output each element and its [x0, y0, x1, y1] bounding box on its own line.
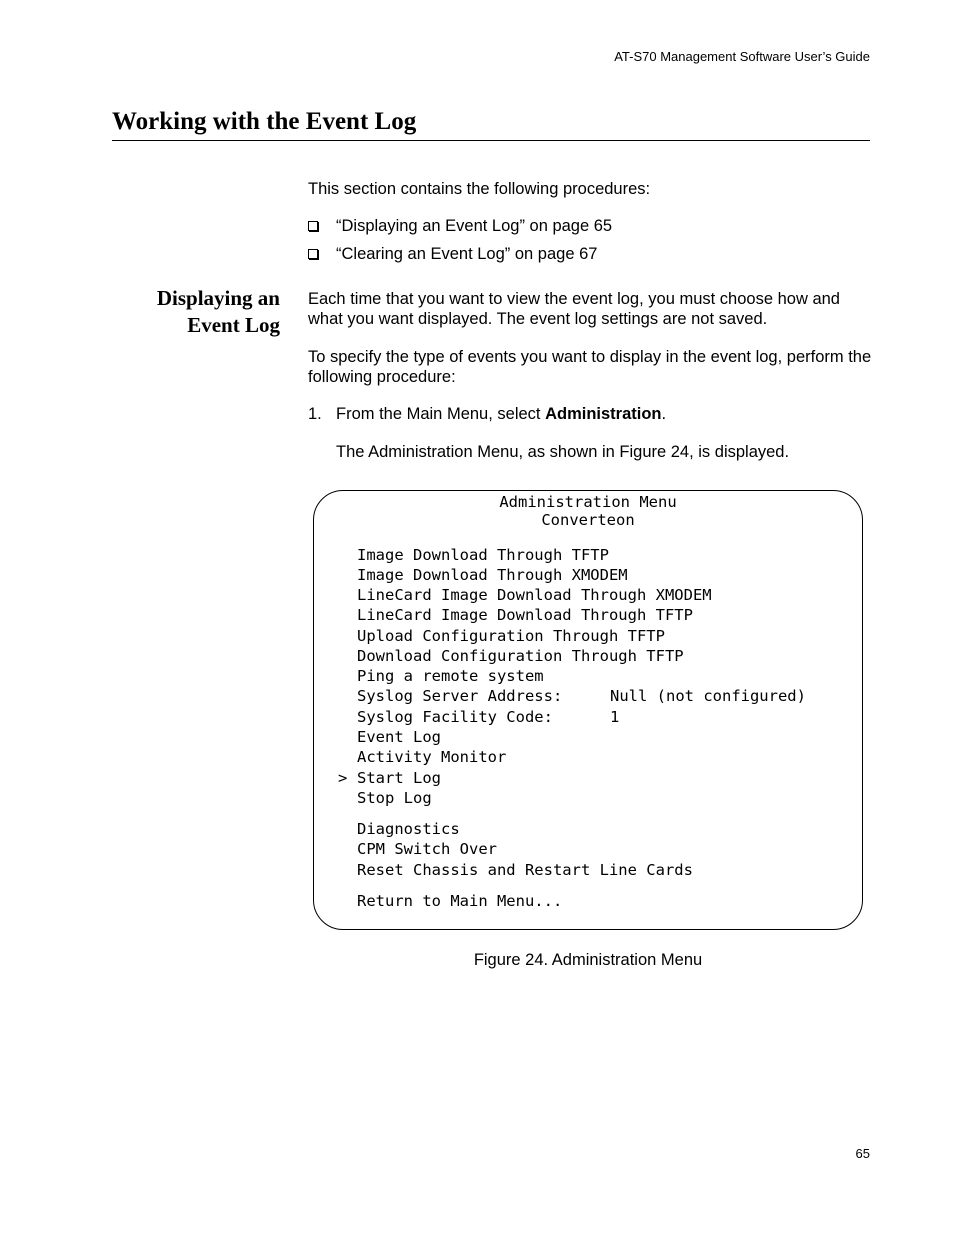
- syslog-facility-code-value: 1: [610, 708, 620, 726]
- page-number: 65: [855, 1146, 870, 1161]
- subsection-heading: [112, 285, 280, 339]
- step-number: 1.: [308, 405, 322, 423]
- intro-text: This section contains the following procedures:: [308, 180, 651, 198]
- step-result-text: The Administration Menu, as shown in Figure 24, is displayed.: [336, 443, 790, 461]
- menu-title: Administration Menu: [499, 493, 677, 511]
- menu-item-start-log: Start Log: [357, 769, 441, 787]
- section-title: Working with the Event Log: [112, 108, 417, 135]
- procedure-link-text: “Clearing an Event Log” on page 67: [336, 245, 598, 263]
- paragraph: To specify the type of events you want to display in the event log, perform the following procedure:: [308, 348, 872, 386]
- menu-item-syslog-server-address: Syslog Server Address:: [357, 687, 563, 705]
- subsection-heading-line: Event Log: [187, 313, 280, 337]
- menu-item-return-main-menu: Return to Main Menu...: [357, 892, 563, 910]
- step-text-plain: From the Main Menu, select: [336, 405, 546, 423]
- checkbox-bullet-icon: [308, 221, 318, 231]
- procedure-bullet: [308, 244, 597, 264]
- menu-item-cpm-switch-over: CPM Switch Over: [357, 840, 497, 858]
- menu-item-stop-log: Stop Log: [357, 789, 432, 807]
- step-text-bold: Administration: [545, 405, 662, 423]
- syslog-server-address-value: Null (not configured): [610, 687, 806, 705]
- procedure-bullet: [308, 216, 612, 236]
- checkbox-bullet-icon: [308, 249, 318, 259]
- subsection-heading-line: Displaying an: [156, 286, 280, 310]
- menu-item-ping: Ping a remote system: [357, 667, 544, 685]
- menu-item-download-config-tftp: Download Configuration Through TFTP: [357, 647, 684, 665]
- procedure-link-text: “Displaying an Event Log” on page 65: [336, 217, 613, 235]
- running-header: AT-S70 Management Software User’s Guide: [614, 49, 870, 64]
- figure-caption: Figure 24. Administration Menu: [473, 951, 703, 969]
- menu-item-upload-config-tftp: Upload Configuration Through TFTP: [357, 627, 665, 645]
- menu-subtitle: Converteon: [541, 511, 635, 529]
- menu-item-image-download-tftp: Image Download Through TFTP: [357, 546, 609, 564]
- menu-item-linecard-download-tftp: LineCard Image Download Through TFTP: [357, 606, 693, 624]
- menu-item-linecard-download-xmodem: LineCard Image Download Through XMODEM: [357, 586, 712, 604]
- step-text-end: .: [661, 405, 667, 423]
- step-text: [336, 404, 666, 424]
- paragraph: Each time that you want to view the event log, you must choose how and what you want displayed. The event log settings are not saved.: [308, 290, 840, 328]
- menu-item-diagnostics: Diagnostics: [357, 820, 460, 838]
- menu-cursor-indicator: >: [338, 769, 348, 787]
- title-divider: [112, 140, 870, 141]
- menu-item-syslog-facility-code: Syslog Facility Code:: [357, 708, 553, 726]
- menu-item-image-download-xmodem: Image Download Through XMODEM: [357, 566, 628, 584]
- menu-item-reset-chassis: Reset Chassis and Restart Line Cards: [357, 861, 693, 879]
- menu-item-activity-monitor: Activity Monitor: [357, 748, 507, 766]
- menu-item-event-log: Event Log: [357, 728, 441, 746]
